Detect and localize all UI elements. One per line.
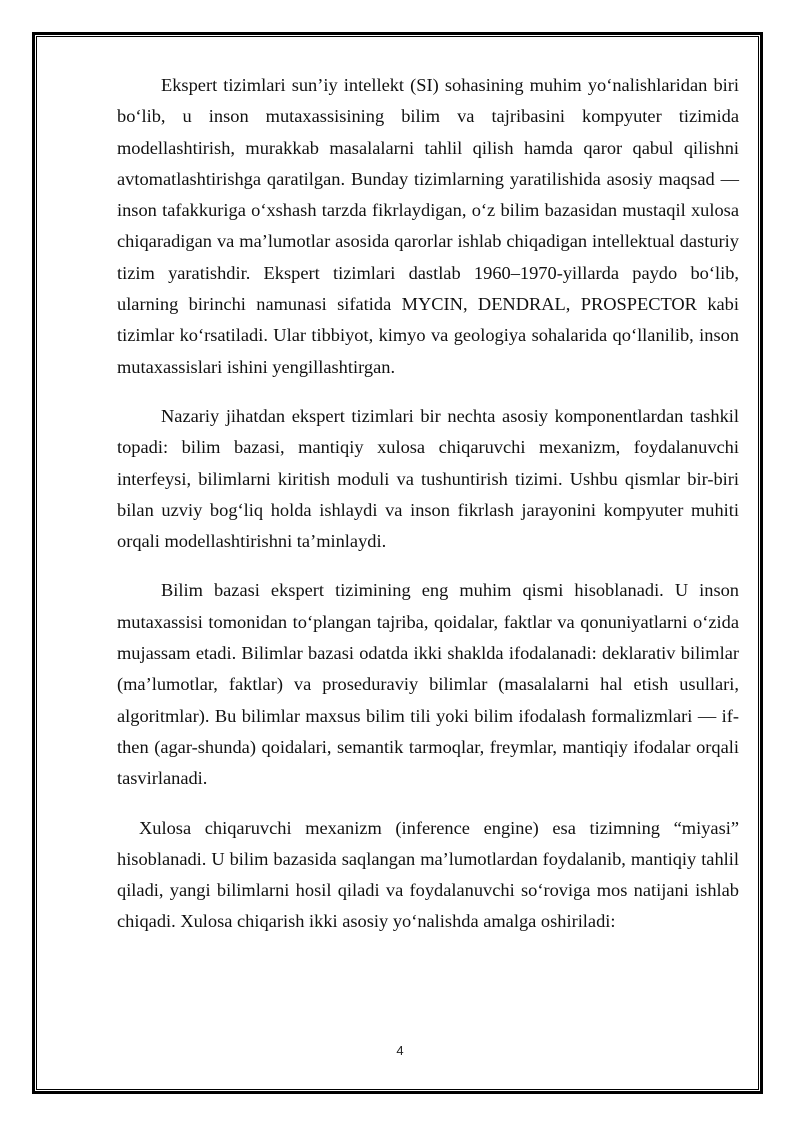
paragraph-expert-systems-intro: Ekspert tizimlari sun’iy intellekt (SI) sohasining muhim yo‘nalishlaridan biri bo‘lib, u inson mutaxassisining bilim va tajribasini kompyuter tizimida modellashtirish, murakkab masalalarni tahlil qilish hamda qaror qabul qilishni avtomatlashtirishga qaratilgan. Bunday tizimlarning yaratilishida asosiy maqsad — inson tafakkuriga o‘xshash tarzda fikrlaydigan, o‘z bilim bazasidan mustaqil xulosa chiqaradigan va ma’lumotlar asosida qarorlar ishlab chiqadigan intellektual dasturiy tizim yaratishdir. Ekspert tizimlari dastlab 1960–1970-yillarda paydo bo‘lib, ularning birinchi namunasi sifatida MYCIN, DENDRAL, PROSPECTOR kabi tizimlar ko‘rsatiladi. Ular tibbiyot, kimyo va geologiya sohalarida qo‘llanilib, inson mutaxassislari ishini yengillashtirgan. xyxy=(117,75,739,377)
paragraph-components: Nazariy jihatdan ekspert tizimlari bir nechta asosiy komponentlardan tashkil topadi: bilim bazasi, mantiqiy xulosa chiqaruvchi mexanizm, foydalanuvchi interfeysi, bilimlarni kiritish moduli va tushuntirish tizimi. Ushbu qismlar bir-biri bilan uzviy bog‘liq holda ishlaydi va inson fikrlash jarayonini kompyuter muhiti orqali modellashtirishni ta’minlaydi. xyxy=(117,405,739,552)
paragraph-inference-engine: Xulosa chiqaruvchi mexanizm (inference engine) esa tizimning “miyasi” hisoblanadi. U bilim bazasida saqlangan ma’lumotlardan foydalanib, mantiqiy tahlil qiladi, yangi bilimlarni hosil qiladi va foydalanuvchi so‘roviga mos natijani ishlab chiqadi. Xulosa chiqarish ikki asosiy yo‘nalishda amalga oshiriladi: xyxy=(117,817,739,932)
paragraph-knowledge-base: Bilim bazasi ekspert tizimining eng muhim qismi hisoblanadi. U inson mutaxassisi tomonidan to‘plangan tajriba, qoidalar, faktlar va qonuniyatlarni o‘zida mujassam etadi. Bilimlar bazasi odatda ikki shaklda ifodalanadi: deklarativ bilimlar (ma’lumotlar, faktlar) va proseduraviy bilimlar (masalalarni hal etish usullari, algoritmlar). Bu bilimlar maxsus bilim tili yoki bilim ifodalash formalizmlari — if-then (agar-shunda) qoidalari, semantik tarmoqlar, freymlar, mantiqiy ifodalar orqali tasvirlanadi. xyxy=(117,580,739,789)
document-body xyxy=(117,70,739,938)
page-number: 4 xyxy=(396,1043,404,1058)
